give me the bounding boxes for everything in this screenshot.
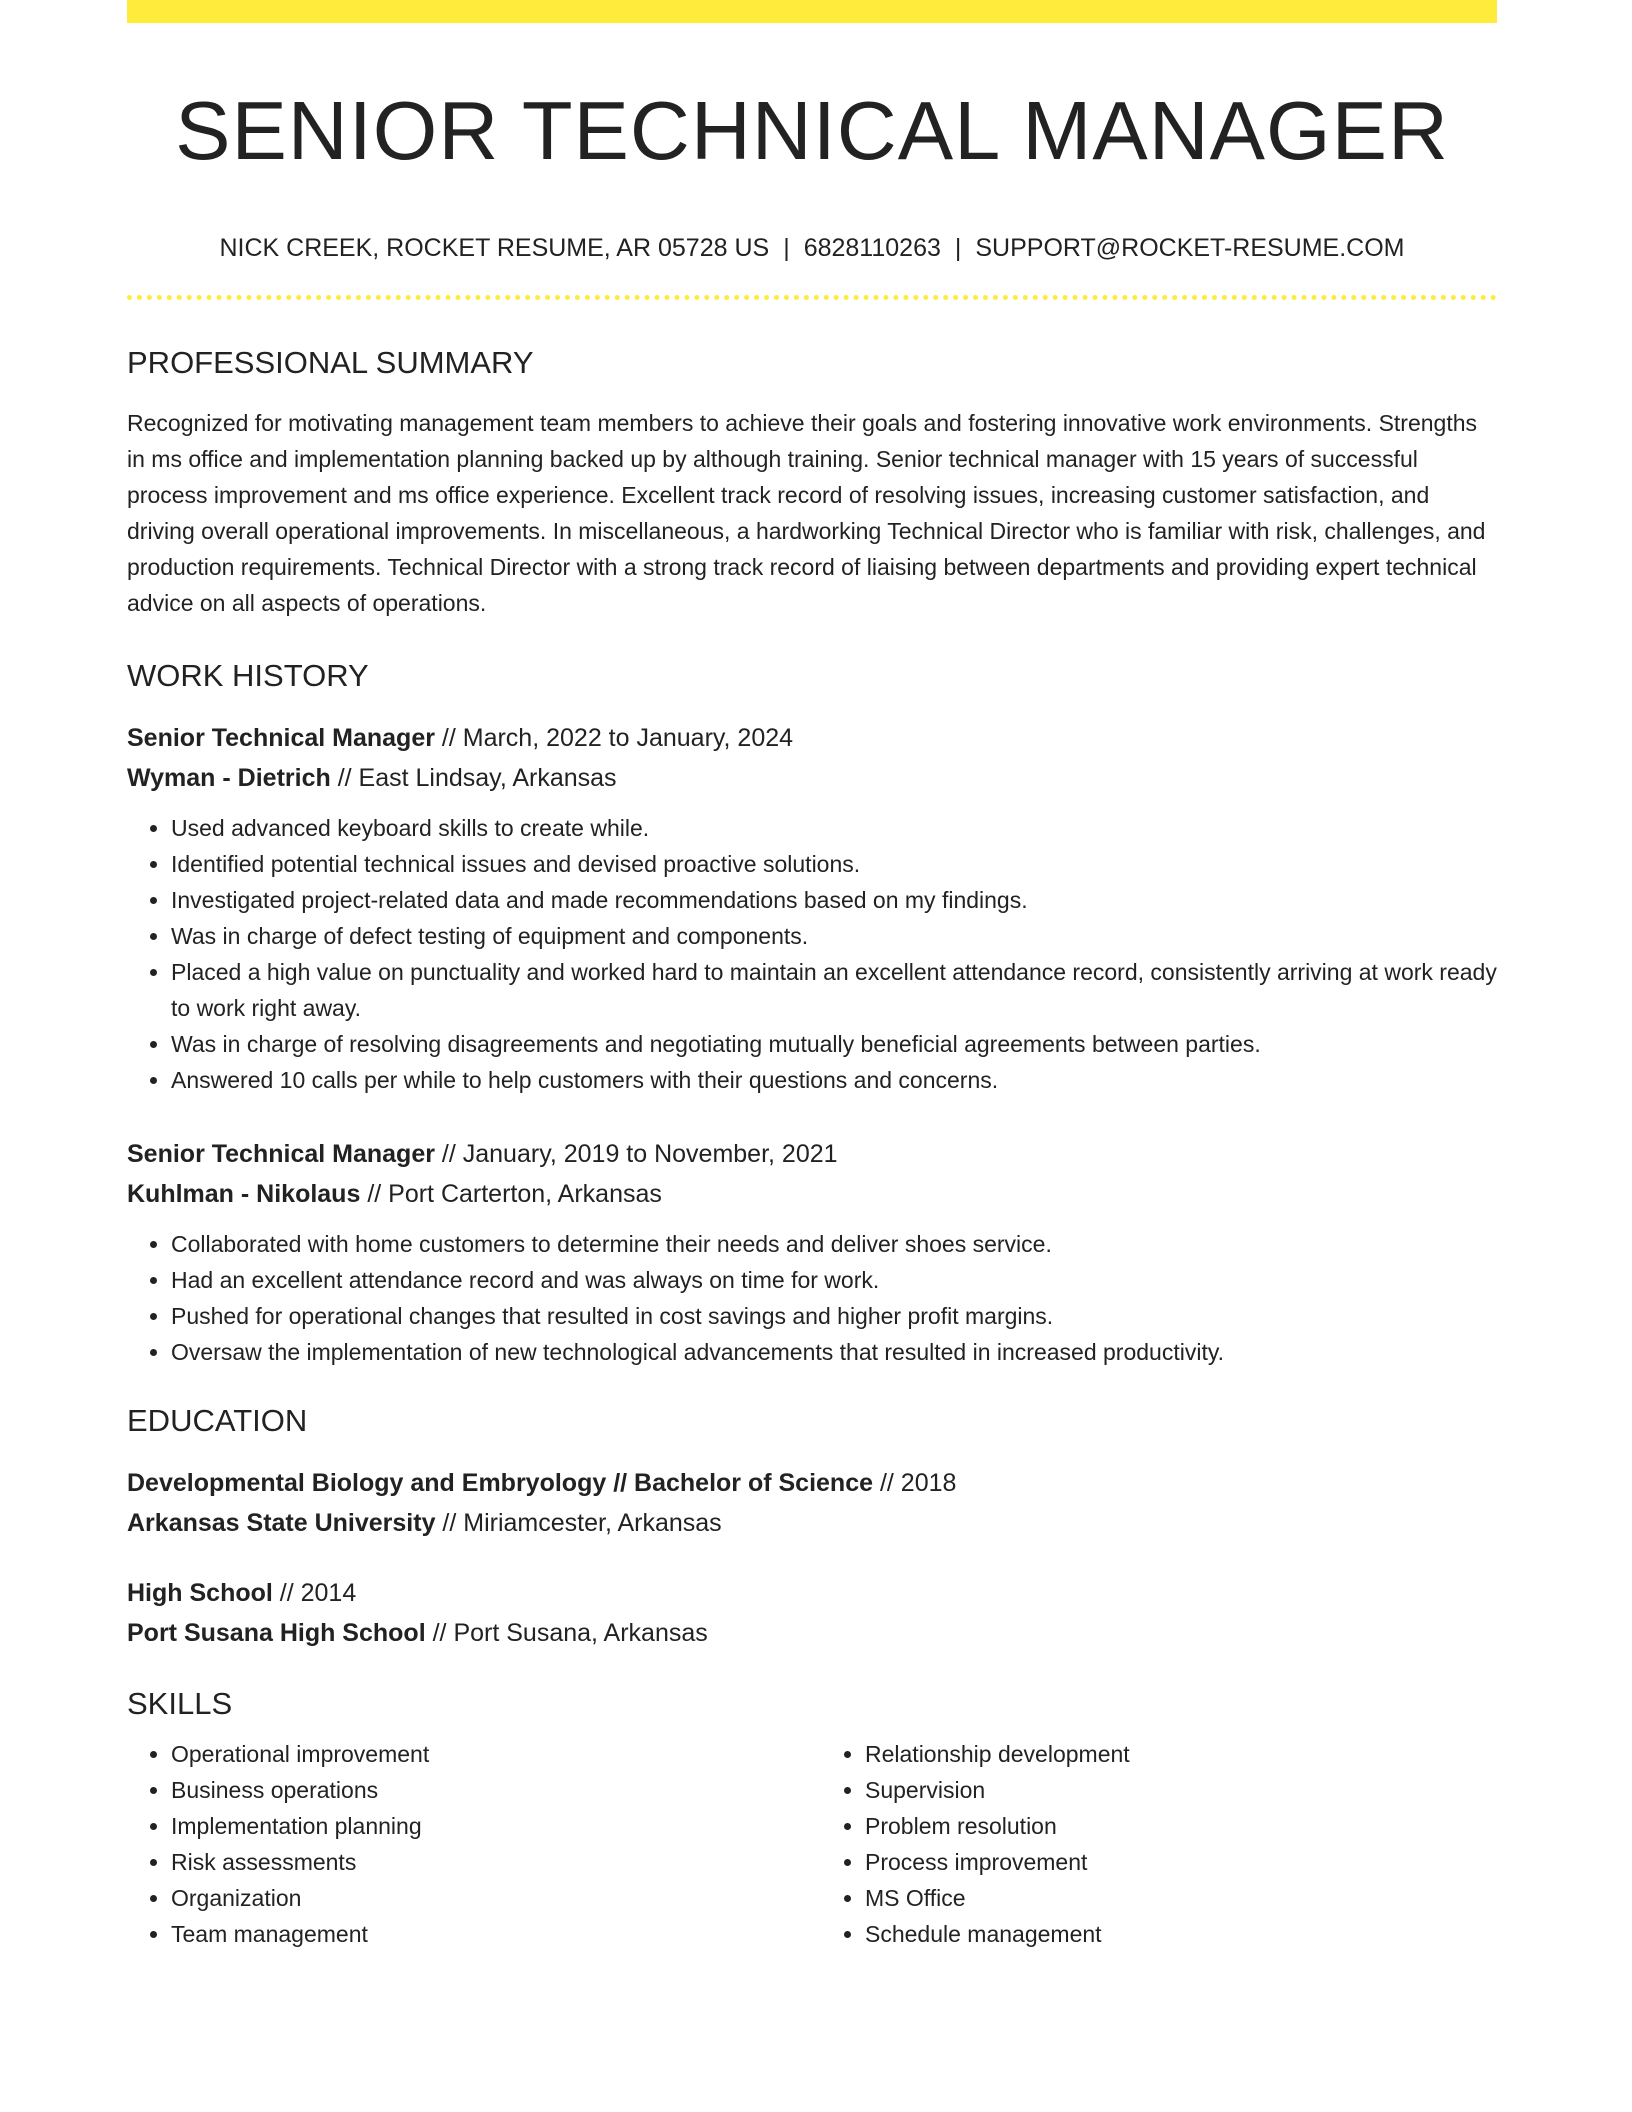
work-history-heading: WORK HISTORY <box>127 657 369 693</box>
job-dates: // March, 2022 to January, 2024 <box>434 723 794 752</box>
skill-item: • Organization <box>171 1880 812 1916</box>
education-degree: High School <box>127 1579 273 1608</box>
skill-item: • Risk assessments <box>171 1844 812 1880</box>
summary-text: Recognized for motivating management team members to achieve their goals and fostering innovative work environments. Strengths in ms office and implementation planning backed up by although training. Senior technical manager with 15 years of successful process improvement and ms office experience. Excellent track record of resolving issues, increasing customer satisfaction, and driving overall operational improvements. In miscellaneous, a hardworking Technical Director who is familiar with risk, challenges, and production requirements. Technical Director with a strong track record of liaising between departments and providing expert technical advice on all aspects of operations. <box>127 409 1486 616</box>
skills-columns <box>127 1736 1497 1952</box>
skills-list-right <box>812 1736 1497 1952</box>
job-entry <box>127 1134 1497 1370</box>
education-school-line <box>127 1613 1497 1653</box>
skill-item: • Operational improvement <box>171 1736 812 1772</box>
job-location: // East Lindsay, Arkansas <box>330 763 617 792</box>
skill-item: • Process improvement <box>865 1844 1497 1880</box>
job-bullet: • Was in charge of resolving disagreements and negotiating mutually beneficial agreements between parties. <box>171 1026 1497 1062</box>
skill-item: • Relationship development <box>865 1736 1497 1772</box>
skill-item: • Schedule management <box>865 1916 1497 1952</box>
education-degree-line <box>127 1573 1497 1613</box>
education-degree: Developmental Biology and Embryology // Bachelor of Science <box>127 1469 874 1498</box>
education-year: // 2018 <box>873 1469 957 1498</box>
education-year: // 2014 <box>272 1579 357 1608</box>
education-school: Arkansas State University <box>127 1509 436 1538</box>
resume-page <box>127 0 1497 1952</box>
contact-separator: | <box>783 233 790 262</box>
education-location: // Miriamcester, Arkansas <box>435 1509 722 1538</box>
job-bullet: • Used advanced keyboard skills to create while. <box>171 810 1497 846</box>
job-bullet: • Had an excellent attendance record and was always on time for work. <box>171 1262 1497 1298</box>
job-title: Senior Technical Manager <box>127 1139 435 1168</box>
job-title: Senior Technical Manager <box>127 723 435 752</box>
education-school-line <box>127 1503 1497 1543</box>
contact-separator: | <box>954 233 962 262</box>
education-entry <box>127 1573 1497 1653</box>
contact-email: SUPPORT@ROCKET-RESUME.COM <box>975 233 1405 262</box>
job-company: Wyman - Dietrich <box>127 763 331 792</box>
dotted-divider <box>127 295 1497 300</box>
job-bullet: • Placed a high value on punctuality and worked hard to maintain an excellent attendance record, consistently arriving at work ready to work right away. <box>171 954 1497 1026</box>
skill-item: • Implementation planning <box>171 1808 812 1844</box>
job-bullet: • Answered 10 calls per while to help customers with their questions and concerns. <box>171 1062 1497 1098</box>
education-heading: EDUCATION <box>127 1402 308 1438</box>
skill-item: • Supervision <box>865 1772 1497 1808</box>
skills-heading: SKILLS <box>127 1686 233 1722</box>
job-company-line <box>127 1174 1497 1214</box>
summary-heading: PROFESSIONAL SUMMARY <box>127 344 534 380</box>
job-company-line <box>127 758 1497 798</box>
job-bullet: • Collaborated with home customers to determine their needs and deliver shoes service. <box>171 1226 1497 1262</box>
education-school: Port Susana High School <box>127 1619 426 1648</box>
education-degree-line <box>127 1463 1497 1503</box>
job-bullet: • Identified potential technical issues and devised proactive solutions. <box>171 846 1497 882</box>
job-bullets <box>127 1226 1497 1370</box>
job-bullet: • Was in charge of defect testing of equipment and components. <box>171 918 1497 954</box>
skill-item: • Business operations <box>171 1772 812 1808</box>
job-bullet: • Oversaw the implementation of new technological advancements that resulted in increased productivity. <box>171 1334 1497 1370</box>
job-bullets <box>127 810 1497 1098</box>
job-bullet: • Investigated project-related data and made recommendations based on my findings. <box>171 882 1497 918</box>
education-location: // Port Susana, Arkansas <box>425 1619 708 1648</box>
job-entry <box>127 718 1497 1098</box>
job-location: // Port Carterton, Arkansas <box>360 1179 662 1208</box>
job-title-line <box>127 718 1497 758</box>
job-dates: // January, 2019 to November, 2021 <box>434 1139 838 1168</box>
skill-item: • MS Office <box>865 1880 1497 1916</box>
education-entry <box>127 1463 1497 1543</box>
job-title-line <box>127 1134 1497 1174</box>
job-bullet: • Pushed for operational changes that resulted in cost savings and higher profit margins. <box>171 1298 1497 1334</box>
skills-list-left <box>127 1736 812 1952</box>
contact-address: NICK CREEK, ROCKET RESUME, AR 05728 US <box>219 233 770 262</box>
resume-name: SENIOR TECHNICAL MANAGER <box>175 84 1449 177</box>
skill-item: • Problem resolution <box>865 1808 1497 1844</box>
accent-bar <box>127 0 1497 23</box>
contact-phone: 6828110263 <box>803 233 941 262</box>
skill-item: • Team management <box>171 1916 812 1952</box>
contact-line <box>127 233 1497 263</box>
job-company: Kuhlman - Nikolaus <box>127 1179 361 1208</box>
